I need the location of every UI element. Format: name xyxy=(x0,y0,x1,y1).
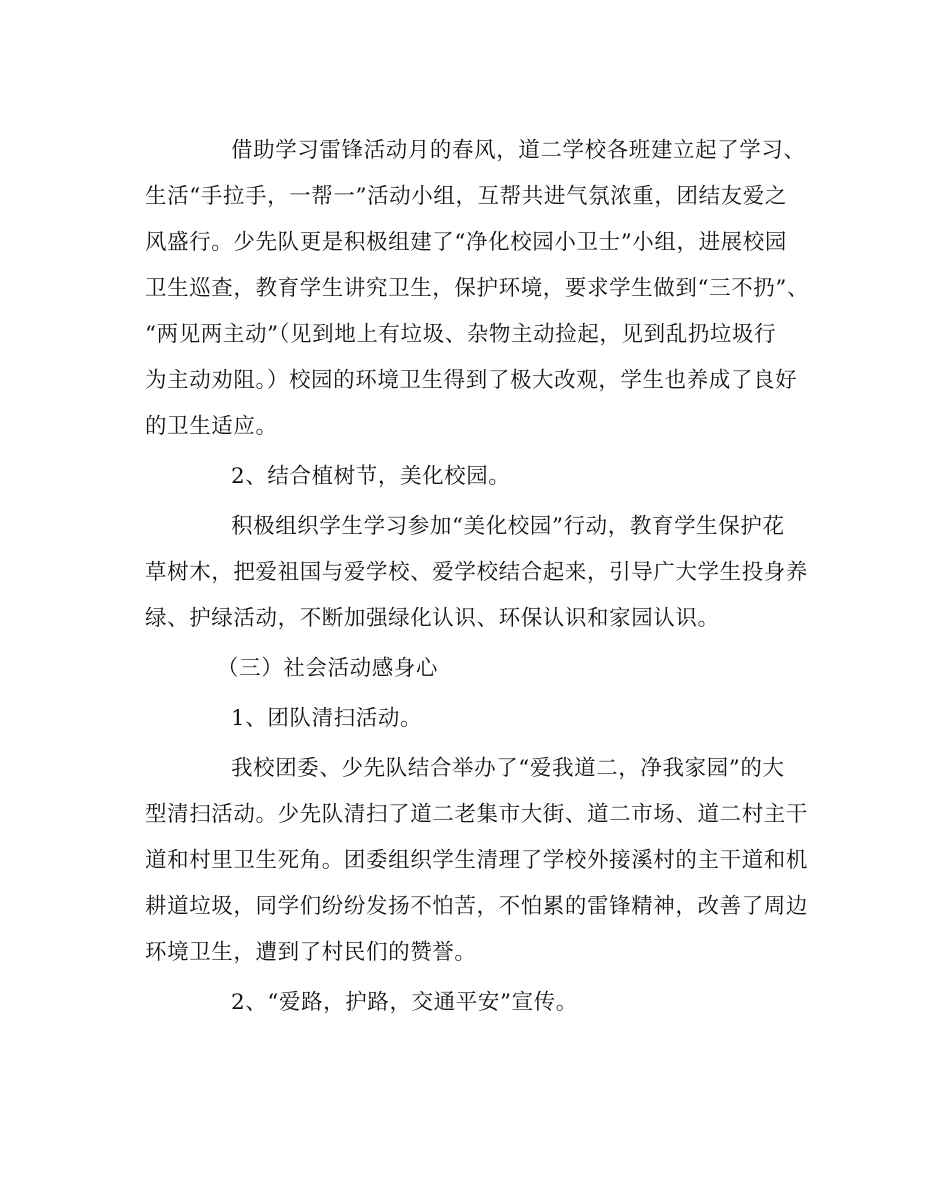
text-line: 为主动劝阻。）校园的环境卫生得到了极大改观，学生也养成了良好 xyxy=(145,368,798,393)
paragraph-cleanup-activity xyxy=(145,746,825,976)
text-line: 风盛行。少先队更是积极组建了“净化校园小卫士”小组，进展校园 xyxy=(145,230,787,255)
text-line: 卫生巡查，教育学生讲究卫生，保护环境，要求学生做到“三不扔”、 xyxy=(145,276,810,301)
heading-cleanup-activity: 1、团队清扫活动。 xyxy=(231,706,423,731)
text-line: 草树木，把爱祖国与爱学校、爱学校结合起来，引导广大学生投身养 xyxy=(145,560,809,585)
paragraph-beautify-campus xyxy=(145,504,825,642)
section-heading-social-activities: （三）社会活动感身心 xyxy=(217,656,439,681)
text-line: 积极组织学生学习参加“美化校园”行动，教育学生保护花 xyxy=(231,514,785,539)
text-line: 我校团委、少先队结合举办了“爱我道二，净我家园”的大 xyxy=(231,756,785,781)
text-line: 道和村里卫生死角。团委组织学生清理了学校外接溪村的主干道和机 xyxy=(145,848,809,873)
heading-arbor-day: 2、结合植树节，美化校园。 xyxy=(231,464,511,489)
text-line: 型清扫活动。少先队清扫了道二老集市大街、道二市场、道二村主干 xyxy=(145,802,809,827)
paragraph-lei-feng-month xyxy=(145,128,825,450)
heading-road-safety: 2、“爱路，护路，交通平安”宣传。 xyxy=(231,990,578,1015)
text-line: 环境卫生，遭到了村民们的赞誉。 xyxy=(145,940,477,965)
text-line: 的卫生适应。 xyxy=(145,414,278,439)
text-line: 绿、护绿活动，不断加强绿化认识、环保认识和家园认识。 xyxy=(145,606,720,631)
text-line: 借助学习雷锋活动月的春风，道二学校各班建立起了学习、 xyxy=(231,138,806,163)
text-line: 耕道垃圾，同学们纷纷发扬不怕苦，不怕累的雷锋精神，改善了周边 xyxy=(145,894,809,919)
text-line: “两见两主动”（见到地上有垃圾、杂物主动捡起，见到乱扔垃圾行 xyxy=(145,322,777,347)
text-line: 生活“手拉手，一帮一”活动小组，互帮共进气氛浓重，团结友爱之 xyxy=(145,184,787,209)
document-body xyxy=(145,128,825,1026)
